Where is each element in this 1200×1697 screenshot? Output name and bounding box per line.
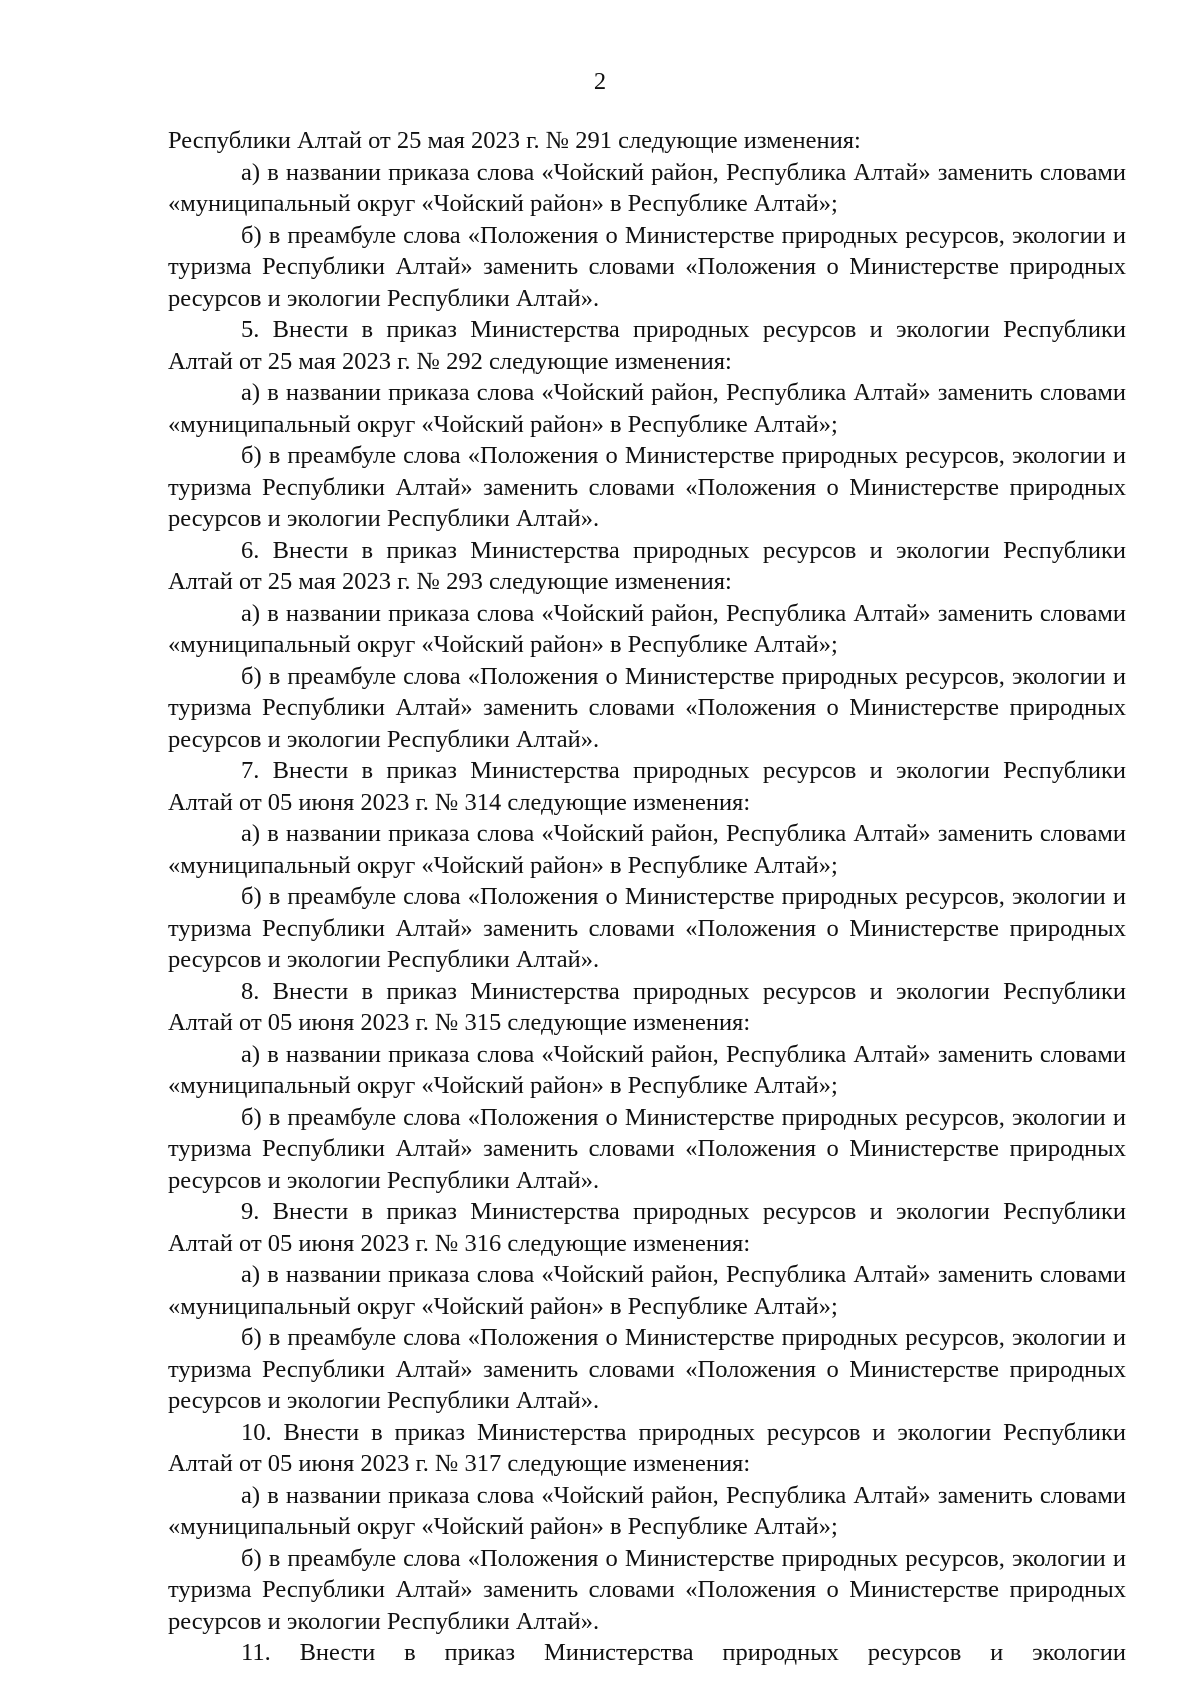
paragraph: а) в названии приказа слова «Чойский район, Республика Алтай» заменить словами «муниципальный округ «Чойский район» в Республике Алтай»; [168, 158, 1126, 217]
paragraph: 10. Внести в приказ Министерства природных ресурсов и экологии Республики Алтай от 05 июня 2023 г. № 317 следующие изменения: [168, 1418, 1126, 1477]
paragraph: а) в названии приказа слова «Чойский район, Республика Алтай» заменить словами «муниципальный округ «Чойский район» в Республике Алтай»; [168, 379, 1126, 438]
paragraph: б) в преамбуле слова «Положения о Министерстве природных ресурсов, экологии и туризма Республики Алтай» заменить словами «Положения о Министерстве природных ресурсов и экологии Республики Алтай». [168, 1324, 1126, 1414]
paragraph: а) в названии приказа слова «Чойский район, Республика Алтай» заменить словами «муниципальный округ «Чойский район» в Республике Алтай»; [168, 1261, 1126, 1320]
paragraph: б) в преамбуле слова «Положения о Министерстве природных ресурсов, экологии и туризма Республики Алтай» заменить словами «Положения о Министерстве природных ресурсов и экологии Республики Алтай». [168, 1544, 1126, 1635]
paragraph: 5. Внести в приказ Министерства природных ресурсов и экологии Республики Алтай от 25 мая 2023 г. № 292 следующие изменения: [168, 316, 1126, 375]
paragraph: б) в преамбуле слова «Положения о Министерстве природных ресурсов, экологии и туризма Республики Алтай» заменить словами «Положения о Министерстве природных ресурсов и экологии Республики Алтай». [168, 883, 1126, 973]
paragraph: 6. Внести в приказ Министерства природных ресурсов и экологии Республики Алтай от 25 мая 2023 г. № 293 следующие изменения: [168, 536, 1126, 595]
document-body [168, 125, 1126, 1669]
paragraph: а) в названии приказа слова «Чойский район, Республика Алтай» заменить словами «муниципальный округ «Чойский район» в Республике Алтай»; [168, 1040, 1126, 1099]
paragraph: б) в преамбуле слова «Положения о Министерстве природных ресурсов, экологии и туризма Республики Алтай» заменить словами «Положения о Министерстве природных ресурсов и экологии Республики Алтай». [168, 221, 1126, 312]
paragraph: б) в преамбуле слова «Положения о Министерстве природных ресурсов, экологии и туризма Республики Алтай» заменить словами «Положения о Министерстве природных ресурсов и экологии Республики Алтай». [168, 1103, 1126, 1194]
paragraph: 7. Внести в приказ Министерства природных ресурсов и экологии Республики Алтай от 05 июня 2023 г. № 314 следующие изменения: [168, 757, 1126, 816]
paragraph: Республики Алтай от 25 мая 2023 г. № 291 следующие изменения: [168, 127, 861, 154]
paragraph: б) в преамбуле слова «Положения о Министерстве природных ресурсов, экологии и туризма Республики Алтай» заменить словами «Положения о Министерстве природных ресурсов и экологии Республики Алтай». [168, 442, 1126, 532]
paragraph: 11. Внести в приказ Министерства природных ресурсов и экологии [241, 1639, 1126, 1666]
paragraph: 9. Внести в приказ Министерства природных ресурсов и экологии Республики Алтай от 05 июня 2023 г. № 316 следующие изменения: [168, 1198, 1126, 1257]
page-number: 2 [593, 68, 607, 95]
paragraph: а) в названии приказа слова «Чойский район, Республика Алтай» заменить словами «муниципальный округ «Чойский район» в Республике Алтай»; [168, 820, 1126, 879]
paragraph: а) в названии приказа слова «Чойский район, Республика Алтай» заменить словами «муниципальный округ «Чойский район» в Республике Алтай»; [168, 1481, 1126, 1540]
paragraph: а) в названии приказа слова «Чойский район, Республика Алтай» заменить словами «муниципальный округ «Чойский район» в Республике Алтай»; [168, 599, 1126, 658]
paragraph: 8. Внести в приказ Министерства природных ресурсов и экологии Республики Алтай от 05 июня 2023 г. № 315 следующие изменения: [168, 977, 1126, 1036]
paragraph: б) в преамбуле слова «Положения о Министерстве природных ресурсов, экологии и туризма Республики Алтай» заменить словами «Положения о Министерстве природных ресурсов и экологии Республики Алтай». [168, 662, 1126, 753]
